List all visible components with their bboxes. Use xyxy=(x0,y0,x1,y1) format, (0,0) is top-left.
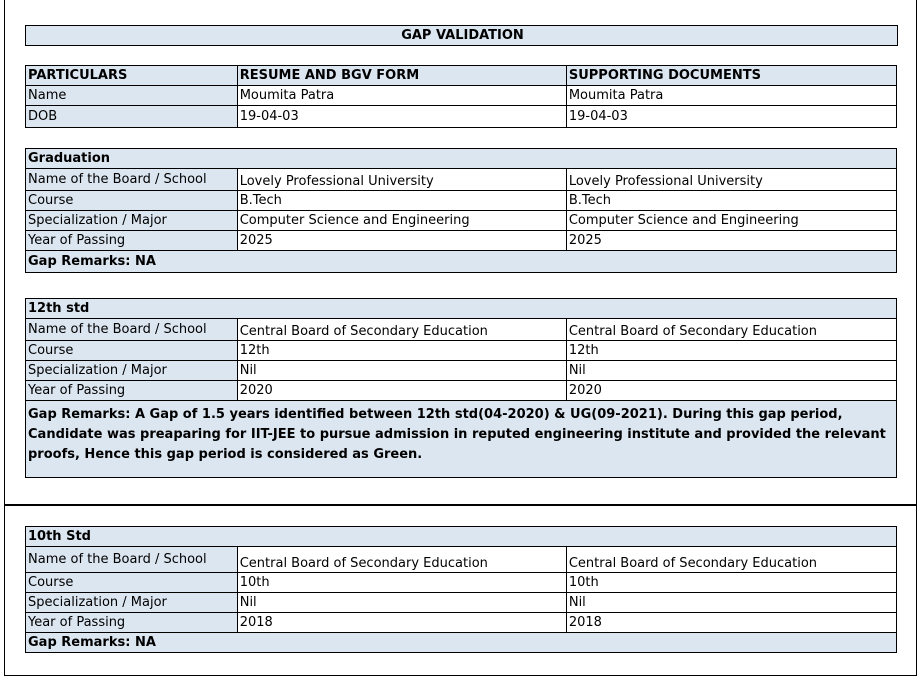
resume-value: 2018 xyxy=(237,613,566,633)
documents-value: Nil xyxy=(566,593,896,613)
row-label: Specialization / Major xyxy=(26,211,238,231)
table-row xyxy=(26,169,897,191)
table-row xyxy=(26,231,897,251)
documents-value: Nil xyxy=(566,361,896,381)
table-row xyxy=(26,106,897,128)
row-label: Specialization / Major xyxy=(26,361,238,381)
documents-value: 2018 xyxy=(566,613,896,633)
row-label: Name of the Board / School xyxy=(26,319,238,341)
row-label: Year of Passing xyxy=(26,231,238,251)
resume-value: B.Tech xyxy=(237,191,566,211)
resume-value: Lovely Professional University xyxy=(237,169,566,191)
table-row xyxy=(26,341,897,361)
row-label: Name of the Board / School xyxy=(26,547,238,573)
table-row xyxy=(26,593,897,613)
section-heading-graduation: Graduation xyxy=(26,149,897,169)
row-label: Course xyxy=(26,573,238,593)
documents-value: 2025 xyxy=(566,231,896,251)
resume-value: Central Board of Secondary Education xyxy=(237,319,566,341)
resume-value: 2025 xyxy=(237,231,566,251)
row-label: Name of the Board / School xyxy=(26,169,238,191)
section-heading-10th: 10th Std xyxy=(26,527,897,547)
table-row xyxy=(26,573,897,593)
row-label: Course xyxy=(26,341,238,361)
documents-value: 19-04-03 xyxy=(566,106,896,128)
row-label: Course xyxy=(26,191,238,211)
row-label: Specialization / Major xyxy=(26,593,238,613)
title-table xyxy=(25,25,898,46)
col-header-particulars: PARTICULARS xyxy=(26,66,238,86)
resume-value: Moumita Patra xyxy=(237,86,566,106)
documents-value: Computer Science and Engineering xyxy=(566,211,896,231)
documents-value: Central Board of Secondary Education xyxy=(566,319,896,341)
table-row xyxy=(26,86,897,106)
particulars-header-row xyxy=(26,66,897,86)
resume-value: Nil xyxy=(237,361,566,381)
row-label: Name xyxy=(26,86,238,106)
resume-value: 19-04-03 xyxy=(237,106,566,128)
gap-remarks-graduation: Gap Remarks: NA xyxy=(26,251,897,273)
resume-value: Nil xyxy=(237,593,566,613)
documents-value: Moumita Patra xyxy=(566,86,896,106)
documents-value: Central Board of Secondary Education xyxy=(566,547,896,573)
page-title: GAP VALIDATION xyxy=(26,26,898,46)
col-header-resume: RESUME AND BGV FORM xyxy=(237,66,566,86)
table-row xyxy=(26,381,897,401)
particulars-table xyxy=(25,65,897,128)
table-row xyxy=(26,319,897,341)
col-header-documents: SUPPORTING DOCUMENTS xyxy=(566,66,896,86)
documents-value: 12th xyxy=(566,341,896,361)
report-page-1 xyxy=(4,0,917,505)
table-row xyxy=(26,613,897,633)
table-row xyxy=(26,191,897,211)
std12-table xyxy=(25,298,897,478)
row-label: DOB xyxy=(26,106,238,128)
documents-value: Lovely Professional University xyxy=(566,169,896,191)
resume-value: Central Board of Secondary Education xyxy=(237,547,566,573)
graduation-table xyxy=(25,148,897,273)
table-row xyxy=(26,361,897,381)
report-page-2 xyxy=(4,505,917,676)
row-label: Year of Passing xyxy=(26,613,238,633)
table-row xyxy=(26,547,897,573)
table-row xyxy=(26,211,897,231)
documents-value: 2020 xyxy=(566,381,896,401)
resume-value: 10th xyxy=(237,573,566,593)
gap-remarks-10th: Gap Remarks: NA xyxy=(26,633,897,653)
gap-remarks-12th: Gap Remarks: A Gap of 1.5 years identified between 12th std(04-2020) & UG(09-2021). During this gap period, Candidate was preaparing for IIT-JEE to pursue admission in reputed engineering institute and provided the relevant proofs, Hence this gap period is considered as Green. xyxy=(26,401,897,478)
row-label: Year of Passing xyxy=(26,381,238,401)
std10-table xyxy=(25,526,897,653)
documents-value: 10th xyxy=(566,573,896,593)
documents-value: B.Tech xyxy=(566,191,896,211)
resume-value: 2020 xyxy=(237,381,566,401)
resume-value: 12th xyxy=(237,341,566,361)
resume-value: Computer Science and Engineering xyxy=(237,211,566,231)
section-heading-12th: 12th std xyxy=(26,299,897,319)
